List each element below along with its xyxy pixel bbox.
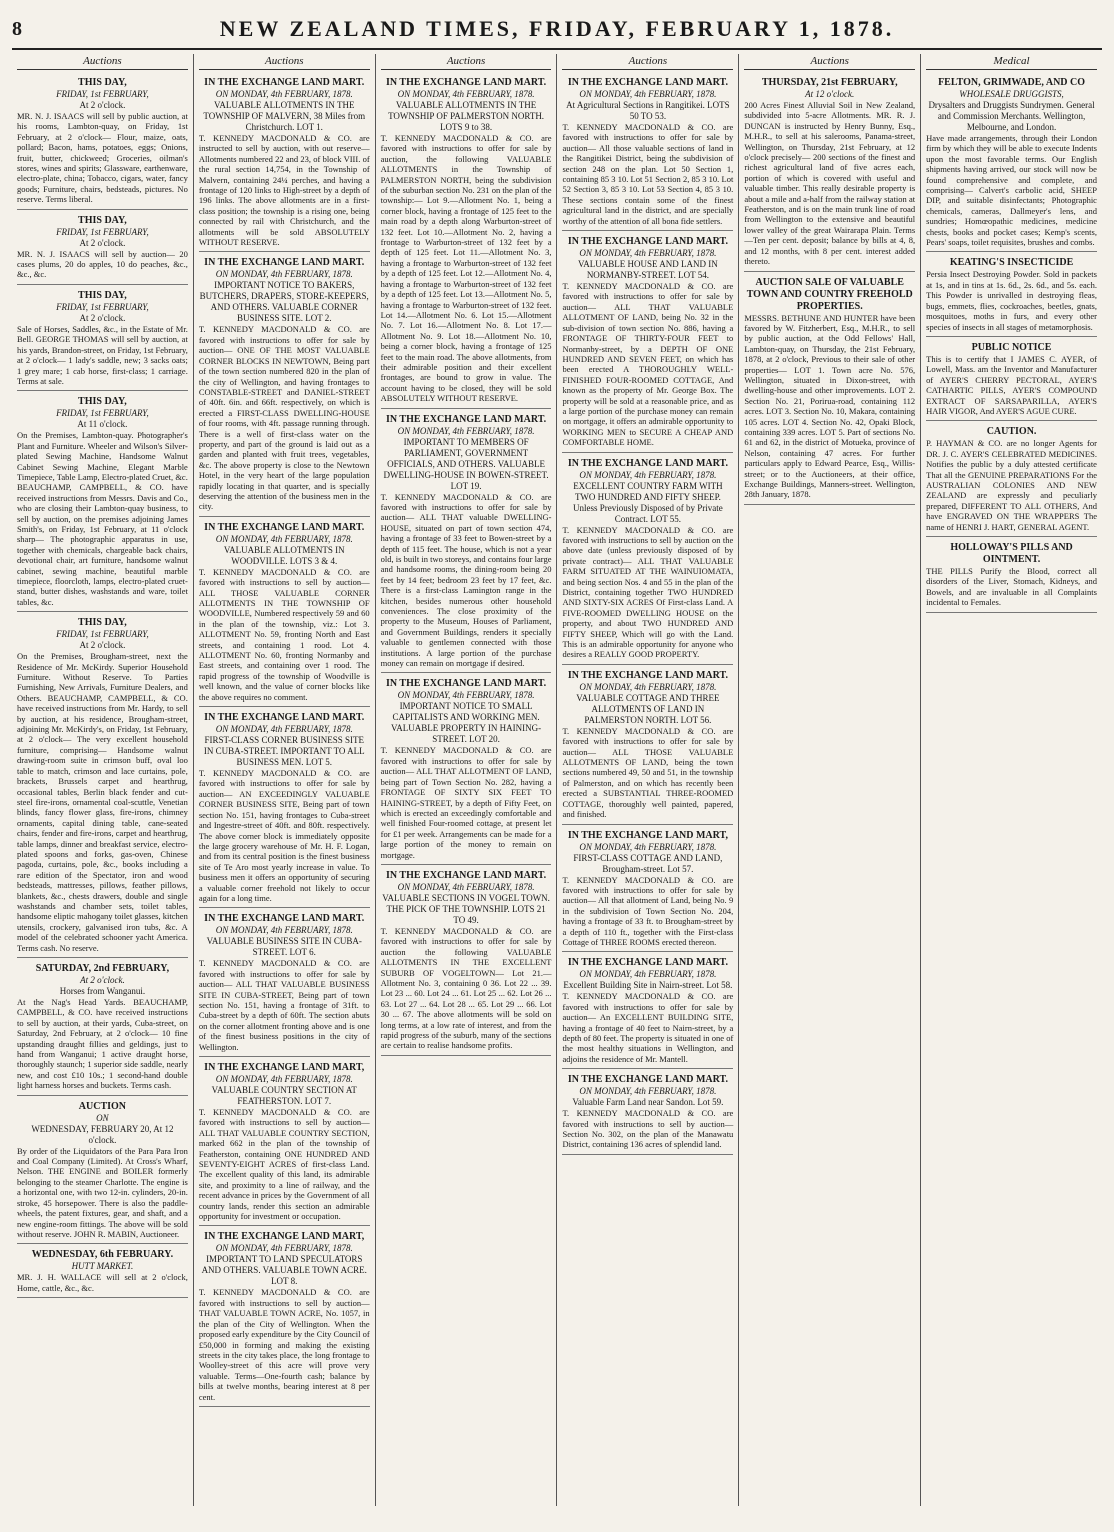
advertisement	[17, 614, 188, 958]
ad-body: T. KENNEDY MACDONALD & CO. are favored with instructions to offer for sale by auction— All that allotment of Land, being No. 9 in the subdivision of Town Section No. 204, having a frontage of 33 ft. to Brougham-street by a depth of 110 ft., together with the First-class Cottage of THREE ROOMS erected thereon.	[562, 874, 734, 947]
masthead	[12, 10, 1102, 50]
ad-caption: Valuable Farm Land near Sandon. Lot 59.	[572, 1097, 724, 1108]
ad-subhead: ON MONDAY, 4th FEBRUARY, 1878.	[215, 1074, 353, 1084]
ad-body: Have made arrangements, through their London firm by which they will be able to execute Indents upon the most favorable terms. Our English shipments having arrived, our stock will now be found comprehensive and complete, and comprising— Calvert's carbolic acid, SHEEP DIP, and suitable disinfectants; Photographic chemicals, cameras, Dallmeyer's lens, and sundries; Homœopathic medicines, medicine chests, books and pocket cases; Kemp's scents, Pears' soaps, toilet requisites, brushes and combs.	[926, 133, 1097, 248]
ad-headline: THIS DAY,	[78, 77, 127, 88]
ad-headline: IN THE EXCHANGE LAND MART.	[567, 236, 728, 248]
ad-headline: WEDNESDAY, 6th FEBRUARY.	[31, 1249, 174, 1261]
ad-body: THE PILLS Purify the Blood, correct all disorders of the Liver, Stomach, Kidneys, and Bowels, and are invaluable in all Complaints incidental to Females.	[926, 566, 1097, 608]
ad-caption: VALUABLE ALLOTMENTS IN WOODVILLE. LOTS 3 & 4.	[223, 544, 345, 566]
ad-subhead: ON MONDAY, 4th FEBRUARY, 1878.	[579, 969, 717, 980]
advertisement	[17, 393, 188, 612]
advertisement	[381, 675, 552, 864]
ad-body: T. KENNEDY MACDONALD & CO. are favored with instructions to sell by auction on the above date (unless previously disposed of by private contract)— ALL THAT VALUABLE FARM SITUATED AT THE WAINUIOMATA, and being section Nos. 4 and 55 in the plan of the District, containing together TWO HUNDRED AND SIXTY-SIX ACRES Of First-class Land. A FIVE-ROOMED DWELLING HOUSE on the property, and about TWO HUNDRED AND FIFTY SHEEP, Which will go with the Land. This is an admirable opportunity for anyone who desires a REALLY GOOD PROPERTY.	[562, 524, 734, 660]
ad-subhead: ON MONDAY, 4th FEBRUARY, 1878.	[215, 89, 353, 99]
ad-headline: AUCTION	[78, 1100, 127, 1112]
ad-body: T. KENNEDY MACDONALD & CO. are favored with instructions to offer for sale by auction— All those valuable sections of land in the Rangitikei District, being the subdivision of section 248 on the plan. Lot 50 Section 1, containing 85 3 10. Lot 51 Section 2, 85 3 10. Lot 52 Section 3, 85 3 10. Lot 53 Section 4, 85 3 10. These sections contain some of the finest agricultural land in the district, and are specially worthy of the attention of all bona fide settlers.	[562, 122, 734, 226]
ad-subhead: ON MONDAY, 4th FEBRUARY, 1878.	[579, 841, 717, 852]
ad-headline: THIS DAY,	[78, 289, 127, 301]
ad-subhead: ON MONDAY, 4th FEBRUARY, 1878.	[215, 724, 353, 735]
ad-body: T. KENNEDY MACDONALD & CO. are favored with instructions to offer for sale by auction— ALL THAT VALUABLE BUSINESS SITE IN CUBA-STREET, Being part of town section No. 151, having a frontage of 31ft. to Cuba-street by a depth of 60ft. The section abuts on the corner allotment fronting above and is one of the finest business positions in the city of Wellington.	[198, 958, 370, 1052]
ad-body: On the Premises, Lambton-quay. Photographer's Plant and Furniture. Wheeler and Wilson's Silver-plated Sewing Machine, Handsome Walnut Cabinet Sewing Machine, Elegant Marble Timepiece, Table Lamp, Electro-plated Cruet, &c. BEAUCHAMP, CAMPBELL, & CO. have received instructions from Messrs. Davis and Co., who are closing their Lambton-quay business, to sell by auction, on the premises adjoining James Smith's, on Friday, 1st February, at 11 o'clock sharp— The photographic apparatus in use, together with chemicals, chargeable back chairs, devotional chair, art furniture, handsome walnut cabinet, sewing machine, beautiful marble timepiece, floorcloth, lamps, electro-plated cruet-stand, butter dishes, washstands and ware, toilet tables, &c.	[17, 430, 188, 607]
advertisement	[562, 74, 733, 231]
ad-headline: IN THE EXCHANGE LAND MART.	[567, 957, 728, 969]
newspaper-page	[12, 10, 1102, 1510]
column-6	[921, 54, 1102, 1506]
ad-body: T. KENNEDY MACDONALD & CO. are favored with instructions to sell by auction— THAT VALUABLE TOWN ACRE, No. 1057, in the plan of the City of Wellington. When the proposed early expenditure by the City Council of £50,000 in forming and making the existing streets in the city takes place, the long frontage to Woolley-street of this acre will prove very valuable. Terms—One-fourth cash; balance by bills at twelve months, bearing interest at 8 per cent.	[198, 1287, 370, 1402]
column-heading: Auctions	[381, 54, 552, 70]
advertisement	[199, 519, 370, 707]
advertisement	[562, 455, 733, 665]
advertisement	[17, 287, 188, 391]
column-heading: Auctions	[199, 54, 370, 70]
ad-caption: IMPORTANT TO MEMBERS OF PARLIAMENT, GOVERNMENT OFFICIALS, AND OTHERS. VALUABLE DWELLING-HOUSE IN BOWEN-STREET. LOT 19.	[383, 436, 549, 491]
ad-body: This is to certify that I JAMES C. AYER, of Lowell, Mass. am the Inventor and Manufacturer of AYER'S CHERRY PECTORAL, AYER'S CATHARTIC PILLS, AYER'S COMPOUND EXTRACT OF SARSAPARILLA, AYER'S HAIR VIGOR, And AYER'S AGUE CURE.	[926, 353, 1097, 416]
ad-headline: FELTON, GRIMWADE, AND CO	[938, 77, 1086, 88]
ad-subhead: FRIDAY, 1st FEBRUARY,	[56, 408, 149, 419]
advertisement	[926, 339, 1097, 421]
ad-body: Persia Insect Destroying Powder. Sold in packets at 1s, and in tins at 1s. 6d., 2s. 6d., and 5s. each. This Powder is unrivalled in destroying fleas, bugs, emmets, flies, cockroaches, beetles, gnats, mosquitoes, moths in furs, and every other species of insects in all stages of metamorphosis.	[926, 269, 1097, 332]
ad-caption: VALUABLE COUNTRY SECTION AT FEATHERSTON. LOT 7.	[211, 1085, 357, 1106]
ad-caption: EXCELLENT COUNTRY FARM WITH TWO HUNDRED AND FIFTY SHEEP. Unless Previously Disposed of by Private Contract. LOT 55.	[573, 480, 723, 524]
advertisement	[926, 423, 1097, 537]
ad-caption: At 2 o'clock.	[79, 100, 126, 110]
advertisement	[562, 233, 733, 453]
ad-subhead: WHOLESALE DRUGGISTS,	[959, 89, 1064, 99]
ad-headline: IN THE EXCHANGE LAND MART.	[204, 521, 365, 533]
ad-caption: At 2 o'clock.	[79, 237, 126, 248]
ad-caption: At 11 o'clock.	[77, 419, 128, 430]
advertisement	[926, 254, 1097, 336]
ad-headline: IN THE EXCHANGE LAND MART,	[567, 829, 728, 841]
ad-headline: IN THE EXCHANGE LAND MART.	[386, 869, 547, 881]
ad-subhead: ON MONDAY, 4th FEBRUARY, 1878.	[215, 1243, 353, 1254]
advertisement	[17, 960, 188, 1096]
column-4	[557, 54, 739, 1506]
advertisement	[199, 910, 370, 1057]
advertisement	[17, 1246, 188, 1298]
ad-body: T. KENNEDY MACDONALD & CO. are favored with instructions to offer for sale by auction— ALL THAT valuable DWELLING-HOUSE, situated on part of town section 474, having a frontage of 33 feet to Bowen-street by a depth of 115 feet. The house, which is not a year old, is built in two storeys, and contains four large and handsome rooms, the dining-room being 20 feet by 14 feet; bedroom 23 feet by 17 feet, &c. There is a first-class Lamington range in the kitchen, besides numerous other household conveniences. The close proximity of the property to the Museum, Houses of Parliament, and Government Buildings, renders it specially valuable to gentlemen connected with those institutions. A large portion of the purchase money can remain on mortgage if desired.	[380, 491, 552, 669]
ad-headline: IN THE EXCHANGE LAND MART.	[567, 457, 728, 469]
ad-subhead: ON MONDAY, 4th FEBRUARY, 1878.	[397, 690, 535, 701]
ad-body: On the Premises, Brougham-street, next the Residence of Mr. McKirdy. Superior Household Furniture. Without Reserve. To Parties Furnishing, New Arrivals, Furniture Dealers, and Others. BEAUCHAMP, CAMPBELL, & CO. have received instructions from Mr. Hardy, to sell by auction, at his residence, Brougham-street, adjoining Mr. McKirdy's, on Friday, 1st February, at 2 o'clock— The very excellent household furniture, comprising— Handsome walnut drawing-room suite in crimson buff, oval loo table to match, crimson and lace curtains, pole, brackets, Brussels carpet and hearthrug, occasional tables, Berlin black fender and cut-steel fire-irons, ornamental coal-scuttle, Venetian blinds, fancy flower glass, fire-irons, chimney ornaments, capital dining table, cane-seated chairs, fender and fire-irons, carpet and hearthrug, table lamps, dinner and breakfast service, electro-plated spoons and forks, gas-oven, Chinese pagoda, curtains, pole, &c., books including a rare edition of the Spectator, iron and wood bedsteads, mattresses, pillows, feather pillows, blankets, &c., chests drawers, double and single washstands and chamber sets, toilet tables, handsome eliptic mahogany toilet glasses, kitchen utensils, crockery, galvanised iron tubs, &c. A model of the celebrated schooner yacht America. Terms cash. No reserve.	[17, 651, 188, 953]
ad-headline: IN THE EXCHANGE LAND MART.	[386, 413, 547, 425]
ad-subhead: ON	[96, 1112, 109, 1123]
ad-headline: IN THE EXCHANGE LAND MART.	[386, 77, 547, 88]
ad-caption: VALUABLE ALLOTMENTS IN THE TOWNSHIP OF MALVERN, 38 Miles from Christchurch. LOT 1.	[203, 100, 366, 132]
ad-subhead: FRIDAY, 1st FEBRUARY,	[56, 629, 149, 640]
ad-body: T. KENNEDY MACDONALD & CO. are instructed to sell by auction, with out reserve— Allotments numbered 22 and 23, of block VIII. of the rural section 14,754, in the Township of Malvern, containing 24¼ perches, and having a frontage of 120 links to High-street by a depth of 196 links. The above allotments are in a first-class position; the township is a rising one, being connected by rail with Christchurch, and the allotments will be sold ABSOLUTELY WITHOUT RESERVE.	[198, 133, 370, 248]
advertisement	[562, 827, 733, 953]
newspaper-title: NEW ZEALAND TIMES, FRIDAY, FEBRUARY 1, 1878.	[219, 16, 895, 41]
advertisement	[744, 274, 915, 505]
advertisement	[744, 74, 915, 272]
ad-body: T. KENNEDY MACDONALD & CO. are favored with instructions to offer for sale by auction, the following VALUABLE ALLOTMENTS in the Township of PALMERSTON NORTH, being the subdivision of the suburban section No. 231 on the plan of the township:— Lot 9.—Allotment No. 1, being a corner block, having a frontage of 125 feet to the main road by a depth along Warburton-street of 132 feet. Lot 10.—Allotment No. 2, having a frontage to Warburton-street of 132 feet by a depth of 125 feet. Lot 11.—Allotment No. 3, having a frontage to Warburton-street of 132 feet by a depth of 125 feet. Lot 12.—Allotment No. 4, having a frontage to Warburton-street of 132 feet by a depth of 125 feet. Lot 13.—Allotment No. 5, having a frontage to Warburton-street of 132 feet. Lot 14.—Allotment No. 6. Lot 15.—Allotment No. 7. Lot 16.—Allotment No. 8. Lot 17.—Allotment No. 9. Lot 18.—Allotment No. 10, being a corner block, having a frontage of 125 feet to the main road. The above allotments, from their admirable position and their excellent frontages, are bound to grow in value. The account having to be closed, they will be sold ABSOLUTELY WITHOUT RESERVE.	[380, 133, 552, 404]
ad-caption: FIRST-CLASS COTTAGE AND LAND, Brougham-street. Lot 57.	[573, 852, 723, 874]
page-number: 8	[12, 18, 22, 40]
advertisement	[199, 709, 370, 908]
column-3	[376, 54, 558, 1506]
ad-headline: HOLLOWAY'S PILLS AND OINTMENT.	[950, 542, 1073, 565]
ad-subhead: ON MONDAY, 4th FEBRUARY, 1878.	[579, 681, 717, 692]
ad-body: MR. N. J. ISAACS will sell by auction— 20 cases plums, 20 do apples, 10 do peaches, &c., &c., &c.	[17, 248, 188, 280]
ad-headline: IN THE EXCHANGE LAND MART.	[204, 712, 365, 724]
ad-caption: VALUABLE SECTIONS IN VOGEL TOWN. THE PICK OF THE TOWNSHIP. LOTS 21 TO 49.	[382, 892, 550, 925]
ad-headline: IN THE EXCHANGE LAND MART.	[204, 77, 365, 88]
ad-caption: VALUABLE HOUSE AND LAND IN NORMANBY-STREET. LOT 54.	[577, 259, 718, 281]
ad-headline: THIS DAY,	[78, 617, 127, 629]
ad-headline: IN THE EXCHANGE LAND MART.	[204, 257, 365, 269]
advertisement	[926, 539, 1097, 613]
ad-body: T. KENNEDY MACDONALD & CO. are favored with instructions to offer for sale by auction— ALL THOSE VALUABLE ALLOTMENTS OF LAND, being the town sections numbered 49, 50 and 51, in the township of Palmerston, and on which has recently been erected a SUBSTANTIAL THREE-ROOMED COTTAGE, thoroughly well painted, papered, and finished.	[562, 725, 734, 820]
column-1	[12, 54, 194, 1506]
column-heading: Medical	[926, 54, 1097, 70]
ad-caption: WEDNESDAY, FEBRUARY 20, At 12 o'clock.	[31, 1123, 174, 1145]
ad-headline: THIS DAY,	[78, 396, 127, 408]
ad-subhead: ON MONDAY, 4th FEBRUARY, 1878.	[397, 425, 535, 436]
ad-headline: IN THE EXCHANGE LAND MART.	[567, 77, 728, 88]
ad-caption: At 2 o'clock.	[79, 312, 126, 323]
column-grid	[12, 54, 1102, 1506]
ad-headline: IN THE EXCHANGE LAND MART,	[204, 1231, 365, 1243]
advertisement	[926, 74, 1097, 252]
ad-headline: THIS DAY,	[78, 214, 127, 226]
advertisement	[199, 74, 370, 252]
advertisement	[562, 1071, 733, 1155]
advertisement	[17, 1098, 188, 1245]
ad-subhead: HUTT MARKET.	[71, 1261, 134, 1272]
ad-subhead: ON MONDAY, 4th FEBRUARY, 1878.	[397, 881, 535, 892]
ad-body: By order of the Liquidators of the Para Para Iron and Coal Company (Limited). At Cross's Wharf, Nelson. THE ENGINE and BOILER formerly belonging to the steamer Charlotte. The engine is a horizontal one, with two 12-in. cylinders, 20-in. stroke, 45 horsepower. There is also the paddle-wheels, the patent fixtures, gear, and shaft, and a new engine-room fittings. The above will be sold without reserve. JOHN R. MABIN, Auctioneer.	[17, 1145, 188, 1239]
ad-headline: KEATING'S INSECTICIDE	[949, 257, 1074, 269]
ad-caption: IMPORTANT NOTICE TO BAKERS, BUTCHERS, DRAPERS, STORE-KEEPERS, AND OTHERS. VALUABLE CORNER BUSINESS SITE. LOT 2.	[199, 280, 369, 324]
advertisement	[381, 74, 552, 409]
advertisement	[562, 954, 733, 1069]
ad-caption: VALUABLE BUSINESS SITE IN CUBA-STREET. LOT 6.	[206, 936, 362, 958]
ad-body: T. KENNEDY MACDONALD & CO. are favored with instructions to sell by auction— ALL THAT VALUABLE COUNTRY SECTION, marked 662 in the plan of the township of Featherston, containing ONE HUNDRED AND SEVENTY-EIGHT ACRES of first-class Land. The excellent quality of this land, its admirable site, and proximity to a line of railway, and the recent advance in prices by the Government of all country lands, render this section an admirable opportunity for investment or occupation.	[198, 1107, 370, 1222]
ad-caption: Drysalters and Druggists Sundrymen. General and Commission Merchants. Wellington, Melbourne, and London.	[928, 100, 1095, 132]
ad-body: 200 Acres Finest Alluvial Soil in New Zealand, subdivided into 5-acre Allotments. MR. R. J. DUNCAN is instructed by Henry Bunny, Esq., M.H.R., to sell at his salerooms, Panama-street, Wellington, on Thursday, 21st February, at 12 o'clock precisely— 200 sections of the finest and richest agricultural land of five acres each, portion of which is covered with useful and valuable timber. This really desirable property is about a mile and a-half from the railway station at Featherston, and is on the main trunk line of road from Wellington to the extensive and beautiful lower valley of the great Wairarapa Plain. Terms—Ten per cent. deposit; balance by bills at 4, 8, and 12 months, with 8 per cent. interest added thereto.	[744, 100, 916, 267]
ad-caption: IMPORTANT NOTICE TO SMALL CAPITALISTS AND WORKING MEN. VALUABLE PROPERTY IN HAINING-STREET. LOT 20.	[390, 701, 542, 745]
ad-caption: VALUABLE COTTAGE AND THREE ALLOTMENTS OF LAND IN PALMERSTON NORTH. LOT 56.	[576, 692, 720, 725]
ad-body: T. KENNEDY MACDONALD & CO. are favored with instructions to offer for sale by auction— AN EXCEEDINGLY VALUABLE CORNER BUSINESS SITE, Being part of town section No. 151, having frontages to Cuba-street and Ingestre-street of 40ft. and 80ft. respectively. The above corner block is immediately opposite the large grocery warehouse of Mr. H. F. Logan, and from its central position is the finest business site of Te Aro most yearly increase in value. To business men it offers an opportunity of securing a valuable corner freehold not likely to occur again for a long time.	[198, 768, 370, 903]
ad-body: MR. J. H. WALLACE will sell at 2 o'clock, Home, cattle, &c., &c.	[17, 1272, 188, 1293]
ad-caption: Horses from Wanganui.	[59, 986, 146, 996]
ad-subhead: ON MONDAY, 4th FEBRUARY, 1878.	[579, 248, 717, 259]
ad-caption: VALUABLE ALLOTMENTS IN THE TOWNSHIP OF PALMERSTON NORTH. LOTS 9 to 38.	[388, 100, 545, 132]
ad-caption: At 2 o'clock.	[79, 640, 126, 651]
ad-body: At the Nag's Head Yards. BEAUCHAMP, CAMPBELL, & CO. have received instructions to sell by auction, at their yards, Cuba-street, on Saturday, 2nd February, at 2 o'clock— 10 fine upstanding draught fillies and geldings, just to hand from Wanganui; 1 active draught horse, thoroughly staunch; 1 superior side saddle, nearly new, and cost £10 10s.; 1 second-hand double light harness horses and buckets. Terms cash.	[17, 997, 188, 1091]
ad-body: T. KENNEDY MACDONALD & CO. are favored with instructions to offer for sale by auction— ALL THAT VALUABLE ALLOTMENT OF LAND, being No. 32 in the sub-division of town section No. 886, having a FRONTAGE OF THIRTY-FOUR FEET to Normanby-street, by a DEPTH OF ONE HUNDRED AND SEVEN FEET, on which has been erected A THOROUGHLY WELL-FINISHED FOUR-ROOMED COTTAGE, And known as the property of Mr. George Box. The property will be sold at a reasonable price, and as a large portion of the purchase money can remain on mortgage, it offers an admirable opportunity to WORKING MEN to SECURE A CHEAP AND COMFORTABLE HOME.	[562, 281, 734, 448]
advertisement	[381, 411, 552, 674]
column-heading: Auctions	[744, 54, 915, 70]
ad-caption: IMPORTANT TO LAND SPECULATORS AND OTHERS. VALUABLE TOWN ACRE. LOT 8.	[201, 1254, 367, 1287]
column-5	[739, 54, 921, 1506]
ad-body: T. KENNEDY MACDONALD & CO. are favored with instructions to offer for sale by auction— ONE OF THE MOST VALUABLE CORNER BLOCKS IN NEWTOWN, Being part of the town section numbered 820 in the plan of the city of Wellington, and having frontages to CONSTABLE-STREET and DANIEL-STREET of 40ft. 6in. and 66ft. respectively, on which is erected a FIRST-CLASS DWELLING-HOUSE of four rooms, with 4ft. passage running through. There is a well of first-class water on the property, and part of the ground is laid out as a garden and planted with fruit trees, vegetables, &c. The above property is close to the Newtown Hotel, in the very heart of the large population rapidly locating in that quarter, and is specially deserving the attention of the business men in the city.	[198, 324, 370, 512]
ad-headline: IN THE EXCHANGE LAND MART.	[567, 1074, 728, 1086]
ad-body: T. KENNEDY MACDONALD & CO. are favored with instructions to offer for sale by auction— An EXCELLENT BUILDING SITE, having a frontage of 40 feet to Nairn-street, by a depth of 80 feet. The property is situated in one of the most healthy situations in Wellington, and adjoins the residence of Mr. Mantell.	[562, 991, 734, 1064]
ad-subhead: At 12 o'clock.	[805, 89, 855, 99]
ad-headline: CAUTION.	[986, 426, 1037, 438]
ad-headline: AUCTION SALE OF VALUABLE TOWN AND COUNTRY FREEHOLD PROPERTIES.	[746, 276, 913, 312]
ad-caption: At Agricultural Sections in Rangitikei. LOTS 50 TO 53.	[566, 100, 730, 121]
ad-headline: PUBLIC NOTICE	[971, 341, 1052, 353]
ad-headline: THURSDAY, 21st FEBRUARY,	[761, 77, 898, 88]
ad-body: T. KENNEDY MACDONALD & CO. are favored with instructions to sell by auction— Section No. 302, on the plan of the Manawatu District, containing 136 acres of splendid land.	[562, 1108, 734, 1150]
advertisement	[17, 74, 188, 210]
ad-body: MR. N. J. ISAACS will sell by public auction, at his rooms, Lambton-quay, on Friday, 1st February, at 2 o'clock— Flour, maize, oats, pollard; Bacon, hams, potatoes, eggs; Onions, fruit, butter, chickweed; Groceries, oilman's stores, wines and spirits; Glassware, earthenware, electro-plate, china; Tobacco, cigars, water, fancy goods; Furniture, chairs, bedsteads, pictures. No reserve. Terms liberal.	[17, 111, 188, 205]
ad-subhead: ON MONDAY, 4th FEBRUARY, 1878.	[579, 469, 717, 480]
advertisement	[199, 254, 370, 516]
ad-body: MESSRS. BETHUNE AND HUNTER have been favored by W. Fitzherbert, Esq., M.H.R., to sell by public auction, at the Odd Fellows' Hall, Lambton-quay, on Thursday, the 21st February, 1878, at 2 o'clock, Previous to their sale of other properties— LOT 1. Town acre No. 576, Wellington, situated in Dixon-street, with dwelling-house and other improvements. LOT 2. Section No. 21, Porirua-road, containing 112 acres. LOT 3. Section No. 10, Makara, containing 105 acres. LOT 4. Section No. 42, Opaki Block, containing 339 acres. LOT 5. Part of sections No. 61 and 62, in the district of Motueka, province of Nelson, containing 47 acres. For further particulars apply to Edward Pearce, Esq., Willis-street; or to the Auctioneers, at their office, Exchange Buildings, Manners-street. Wellington, 28th January, 1878.	[744, 312, 916, 500]
ad-headline: IN THE EXCHANGE LAND MART.	[386, 678, 547, 690]
ad-subhead: FRIDAY, 1st FEBRUARY,	[56, 301, 149, 312]
ad-subhead: At 2 o'clock.	[80, 975, 125, 985]
ad-headline: IN THE EXCHANGE LAND MART.	[567, 669, 728, 681]
advertisement	[199, 1059, 370, 1226]
ad-caption: FIRST-CLASS CORNER BUSINESS SITE IN CUBA-STREET. IMPORTANT TO ALL BUSINESS MEN. LOT 5.	[203, 735, 365, 768]
ad-body: T. KENNEDY MACDONALD & CO. are favored with instructions to offer for sale by auction— ALL THAT ALLOTMENT OF LAND, being part of Town Section No. 282, having a FRONTAGE OF SIXTY SIX FEET TO HAINING-STREET, by a depth of Fifty Feet, on which is erected an exceedingly comfortable and well finished Four-roomed cottage, at present let for £1 per week. Arrangements can be made for a large portion of the money to remain on mortgage.	[380, 745, 552, 860]
ad-body: Sale of Horses, Saddles, &c., in the Estate of Mr. Bell. GEORGE THOMAS will sell by auction, at his yards, Brandon-street, on Friday, 1st February, at 2 o'clock— 1 lady's saddle, new; 3 sacks oats; 1 grey mare; 1 cab horse, first-class; 1 carriage. Terms at sale.	[17, 323, 188, 386]
ad-body: T. KENNEDY MACDONALD & CO. are favored with instructions to sell by auction— ALL THOSE VALUABLE CORNER ALLOTMENTS IN THE TOWNSHIP OF WOODVILLE, Numbered respectively 59 and 60 in the plan of the township, viz.: Lot 3. ALLOTMENT No. 59, fronting North and East streets, and containing 1 rood. Lot 4. ALLOTMENT No. 60, fronting Normanby and East streets, and containing over 1 rood. The rapid progress of the township of Woodville is well known, and the value of corner blocks like the above requires no comment.	[198, 566, 370, 702]
ad-headline: SATURDAY, 2nd FEBRUARY,	[35, 963, 170, 974]
ad-headline: IN THE EXCHANGE LAND MART.	[204, 913, 365, 925]
ad-subhead: FRIDAY, 1st FEBRUARY,	[56, 226, 149, 237]
ad-caption: Excellent Building Site in Nairn-street. Lot 58.	[563, 980, 733, 991]
ad-subhead: ON MONDAY, 4th FEBRUARY, 1878.	[579, 89, 717, 99]
ad-subhead: ON MONDAY, 4th FEBRUARY, 1878.	[579, 1086, 717, 1097]
ad-body: P. HAYMAN & CO. are no longer Agents for DR. J. C. AYER'S CELEBRATED MEDICINES. Notifies the public by a duly attested certificate That all the GENUINE PREPARATIONS For the AUSTRALIAN COLONIES AND NEW ZEALAND are expressly and peculiarly prepared, DIFFERENT TO ALL OTHERS, And have ENGRAVED ON THE WRAPPERS The name of HENRI J. HART, GENERAL AGENT.	[926, 438, 1097, 532]
ad-headline: IN THE EXCHANGE LAND MART,	[204, 1062, 365, 1073]
column-heading: Auctions	[562, 54, 733, 70]
ad-subhead: ON MONDAY, 4th FEBRUARY, 1878.	[215, 269, 353, 280]
ad-subhead: ON MONDAY, 4th FEBRUARY, 1878.	[397, 89, 535, 99]
advertisement	[562, 667, 733, 825]
ad-subhead: ON MONDAY, 4th FEBRUARY, 1878.	[215, 533, 353, 544]
ad-subhead: ON MONDAY, 4th FEBRUARY, 1878.	[215, 925, 353, 936]
advertisement	[199, 1228, 370, 1406]
ad-body: T. KENNEDY MACDONALD & CO. are favored with instructions to offer for sale by auction the following VALUABLE ALLOTMENTS IN THE EXCELLENT SUBURB OF VOGELTOWN— Lot 21.—Allotment No. 3, containing 0 36. Lot 22 ... 39. Lot 23 ... 60. Lot 24 ... 61. Lot 25 ... 62. Lot 26 ... 63. Lot 27 ... 64. Lot 28 ... 65. Lot 29 ... 66. Lot 30 ... 67. The above allotments will be sold on long terms, at a low rate of interest, and from the rapid progress of the suburb, many of the sections are certain to realise handsome profits.	[380, 925, 552, 1051]
advertisement	[17, 212, 188, 285]
ad-subhead: FRIDAY, 1st FEBRUARY,	[56, 89, 149, 99]
column-2	[194, 54, 376, 1506]
column-heading: Auctions	[17, 54, 188, 70]
advertisement	[381, 867, 552, 1056]
